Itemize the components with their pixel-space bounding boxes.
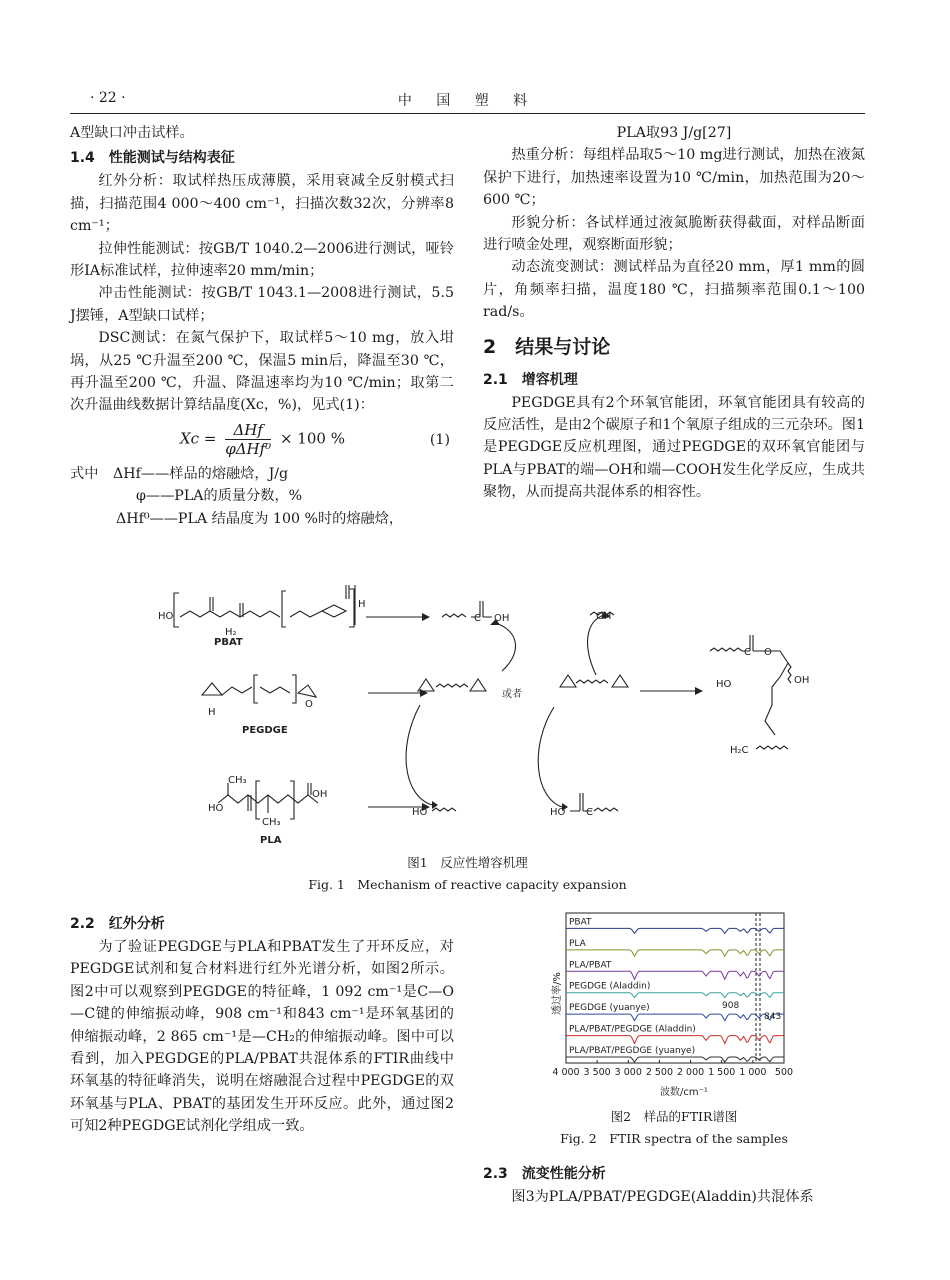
series-line [566,971,784,979]
x-tick-label: 4 000 [552,1067,580,1078]
label-c-1: C [474,613,481,624]
label-ho-product: HO [716,679,732,690]
label-o-product: O [764,647,772,658]
equation-1 [70,417,454,463]
legend-label: PLA/PBAT [569,960,612,971]
label-h2-pbat: H₂ [225,627,237,638]
equation-fraction [225,421,271,458]
paragraph-continued: PLA取93 J/g[27] [616,125,732,141]
series-group [566,928,784,1062]
label-ho-2: HO [550,807,566,818]
paragraph-tga: 热重分析：每组样品取5～10 mg进行测试，加热在液氮保护下进行，加热速率设置为10 ℃/min，加热范围为20～600 ℃； [483,147,865,209]
label-oh-2: OH [596,611,612,622]
right-column-lower [483,1160,865,1208]
series-line [566,1057,784,1062]
figure-2-ftir-chart [520,905,810,1105]
x-tick-label: 1 000 [739,1067,767,1078]
label-pla: PLA [260,835,282,846]
figure-2-caption-cn: 图2 样品的FTIR谱图 [610,1109,738,1124]
equation-number: (1) [429,431,450,448]
label-ch3-pla-2: CH₃ [262,817,281,828]
paragraph-impact: 冲击性能测试：按GB/T 1043.1—2008进行测试，5.5 J摆锤，A型缺口试样； [70,285,454,324]
equation-denominator: φΔHf⁰ [225,439,272,458]
page-number: · 22 · [90,90,126,106]
x-axis-label: 波数/cm⁻¹ [660,1087,708,1098]
variable-definitions [70,463,454,530]
label-ho-1: HO [412,807,428,818]
left-column-lower [70,910,454,1138]
legend-label: PEGDGE (Aladdin) [569,981,651,992]
journal-title: 中 国 塑 料 [397,93,538,109]
paragraph: A型缺口冲击试样。 [70,125,194,141]
var-def-3: ΔHf⁰——PLA 结晶度为 100 %时的熔融焓， [116,510,404,527]
left-column [70,122,454,530]
y-axis-label: 透过率/% [552,972,563,1015]
peak-label-843: 843 [764,1012,782,1022]
series-line [566,928,784,933]
x-tick-label: 3 500 [583,1067,611,1078]
label-pbat: PBAT [214,637,243,648]
paragraph-ir-analysis: 为了验证PEGDGE与PLA和PBAT发生了开环反应，对PEGDGE试剂和复合材料进行红外光谱分析，如图2所示。图2中可以观察到PEGDGE的特征峰，1 092 cm⁻¹是C—O—C键的伸缩振动峰，908 cm⁻¹和843 cm⁻¹是环氧基团的伸缩振动峰，2 865 cm⁻¹是—CH₂的伸缩振动峰。图中可以看到，加入PEGDGE的PLA/PBAT共混体系的FTIR曲线中环氧基的特征峰消失，说明在熔融混合过程中PEGDGE的双环氧基与PLA、PBAT的基团发生开环反应。此外，通过图2可知2种PEGDGE试剂化学组成一致。 [70,939,454,1135]
equation-body [180,421,345,458]
paragraph-mechanism: PEGDGE具有2个环氧官能团，环氧官能团具有较高的反应活性，是由2个碳原子和1个氧原子组成的三元杂环。图1是PEGDGE反应机理图，通过PEGDGE的双环氧官能团与PLA与PBAT的端—OH和端—COOH发生化学反应，生成共聚物，从而提高共混体系的相容性。 [483,394,865,501]
label-h-pegdge: H [208,707,216,718]
paragraph-tensile: 拉伸性能测试：按GB/T 1040.2—2006进行测试，哑铃形IA标准试样，拉伸速率20 mm/min； [70,240,454,280]
figure-1-mechanism [150,575,810,850]
legend-label: PBAT [569,917,592,928]
label-h2c-product: H₂C [730,745,749,756]
equation-numerator: ΔHf [225,421,271,440]
x-tick-label: 2 000 [676,1067,705,1078]
x-tick-label: 2 500 [645,1067,674,1078]
var-def-2: φ——PLA的质量分数，% [136,488,303,505]
paragraph-sem: 形貌分析：各试样通过液氮脆断获得截面，对样品断面进行喷金处理，观察断面形貌； [483,214,865,254]
running-header [70,88,865,114]
series-line [566,993,784,998]
label-c-product: C [744,647,751,658]
series-line [566,1014,784,1021]
section-heading-2-3: 2.3 流变性能分析 [483,1166,606,1182]
where-label: 式中 [70,465,99,482]
section-heading-2-1: 2.1 增容机理 [483,371,578,388]
var-def-1: ΔHf——样品的熔融焓，J/g [113,465,289,482]
label-ch3-pla-1: CH₃ [228,775,247,786]
x-tick-label: 500 [774,1067,794,1078]
equation-rhs: × 100 % [279,429,345,448]
label-ho-pbat: HO [158,611,174,622]
section-heading-2: 2 结果与讨论 [483,335,611,358]
legend-label: PLA [569,938,586,949]
section-heading-1-4: 1.4 性能测试与结构表征 [70,150,235,167]
label-o-pegdge: O [305,699,313,710]
label-oh-product: OH [794,675,810,686]
label-c-2: C [586,807,593,818]
peak-label-908: 908 [722,1001,740,1011]
legend-label: PLA/PBAT/PEGDGE (Aladdin) [569,1024,696,1035]
legend-label: PLA/PBAT/PEGDGE (yuanye) [569,1046,696,1056]
label-pegdge: PEGDGE [242,725,288,736]
label-or: 或者 [502,689,522,700]
figure-1-caption-en: Fig. 1 Mechanism of reactive capacity expansion [308,877,627,892]
legend-label: PEGDGE (yuanye) [569,1003,650,1014]
equation-lhs: Xc = [180,429,217,448]
series-line [566,950,784,957]
x-tick-label: 1 500 [708,1067,736,1078]
label-oh-pla: OH [312,789,328,800]
label-oh-1: OH [494,613,510,624]
right-column [483,122,865,504]
label-h-pbat: H [358,599,366,610]
figure-2-caption-en: Fig. 2 FTIR spectra of the samples [560,1131,788,1146]
paragraph-rheology-analysis: 图3为PLA/PBAT/PEGDGE(Aladdin)共混体系 [511,1189,814,1205]
x-tick-label: 3 000 [614,1067,642,1078]
label-ho-pla: HO [208,803,224,814]
paragraph-ir-method: 红外分析：取试样热压成薄膜，采用衰减全反射模式扫描，扫描范围4 000～400 cm⁻¹，扫描次数32次，分辨率8 cm⁻¹； [70,173,454,235]
series-line [566,1036,784,1044]
figure-1-caption-cn: 图1 反应性增容机理 [407,855,528,870]
paragraph-dsc: DSC测试：在氮气保护下，取试样5～10 mg，放入坩埚，从25 ℃升温至200 ℃，保温5 min后，降温至30 ℃，再升温至200 ℃，升温、降温速率均为10 ℃/min；取第二次升温曲线数据计算结晶度(Xc，%)，见式(1)： [70,330,454,414]
section-heading-2-2: 2.2 红外分析 [70,916,165,932]
paragraph-rheology: 动态流变测试：测试样品为直径20 mm，厚1 mm的圆片，角频率扫描，温度180 ℃，扫描频率范围0.1～100 rad/s。 [483,259,865,321]
